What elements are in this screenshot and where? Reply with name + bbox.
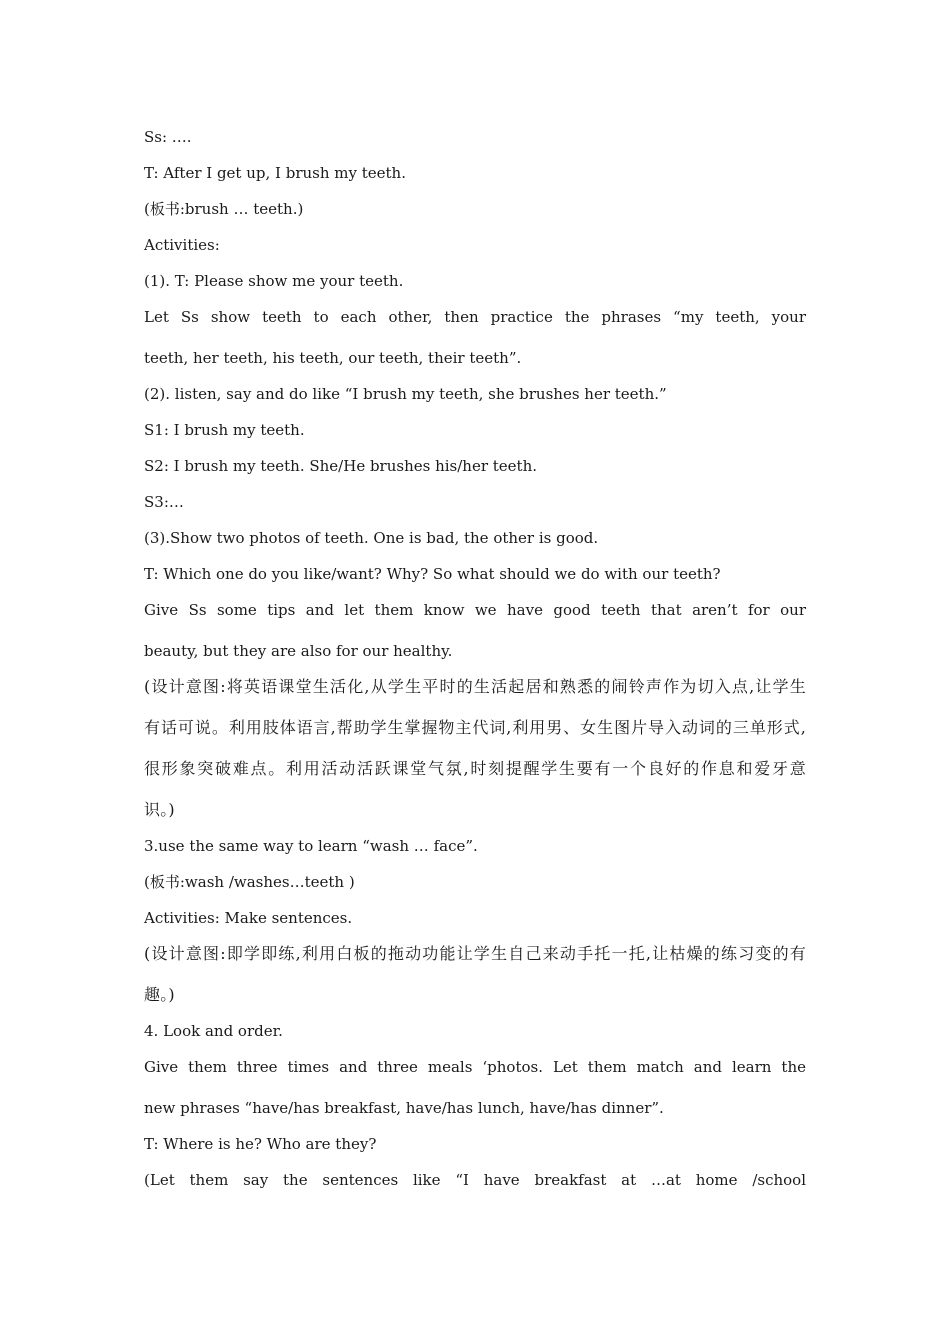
text-line: Ss: ….: [144, 128, 192, 146]
text-line: (3).Show two photos of teeth. One is bad, the other is good.: [144, 529, 599, 547]
text-line: (2). listen, say and do like “I brush my teeth, she brushes her teeth.”: [144, 385, 667, 403]
text-line: S1: I brush my teeth.: [144, 421, 305, 439]
text-line: (Let them say the sentences like “I have breakfast at …at home /school: [144, 1171, 806, 1189]
text-line: Let Ss show teeth to each other, then practice the phrases “my teeth, your: [144, 308, 806, 326]
text-line: S3:…: [144, 493, 184, 511]
text-line: 趣。): [144, 985, 175, 1004]
text-line: S2: I brush my teeth. She/He brushes his/her teeth.: [144, 457, 538, 475]
text-line: 4. Look and order.: [144, 1022, 283, 1040]
text-line: teeth, her teeth, his teeth, our teeth, their teeth”.: [144, 349, 522, 367]
text-line: (1). T: Please show me your teeth.: [144, 272, 404, 290]
text-line: 识。): [144, 800, 175, 819]
text-line: beauty, but they are also for our healthy.: [144, 642, 453, 660]
text-line: (板书:wash /washes…teeth ): [144, 873, 355, 891]
text-line: Give Ss some tips and let them know we have good teeth that aren’t for our: [144, 601, 806, 619]
text-line: new phrases “have/has breakfast, have/has lunch, have/has dinner”.: [144, 1099, 664, 1117]
text-line: 3.use the same way to learn “wash … face”.: [144, 837, 478, 855]
text-line: T: Where is he? Who are they?: [144, 1135, 377, 1153]
text-line: T: Which one do you like/want? Why? So what should we do with our teeth?: [144, 565, 721, 583]
text-line: 有话可说。利用肢体语言,帮助学生掌握物主代词,利用男、女生图片导入动词的三单形式,: [144, 718, 806, 737]
text-line: Activities: Make sentences.: [144, 909, 353, 927]
text-line: 很形象突破难点。利用活动活跃课堂气氛,时刻提醒学生要有一个良好的作息和爱牙意: [144, 759, 806, 778]
text-line: (板书:brush … teeth.): [144, 200, 304, 218]
text-line: (设计意图:即学即练,利用白板的拖动功能让学生自己来动手托一托,让枯燥的练习变的有: [144, 944, 806, 963]
text-line: Give them three times and three meals ‘photos. Let them match and learn the: [144, 1058, 806, 1076]
text-line: T: After I get up, I brush my teeth.: [144, 164, 406, 182]
text-line: (设计意图:将英语课堂生活化,从学生平时的生活起居和熟悉的闹铃声作为切入点,让学生: [144, 677, 806, 696]
text-line: Activities:: [144, 236, 220, 254]
